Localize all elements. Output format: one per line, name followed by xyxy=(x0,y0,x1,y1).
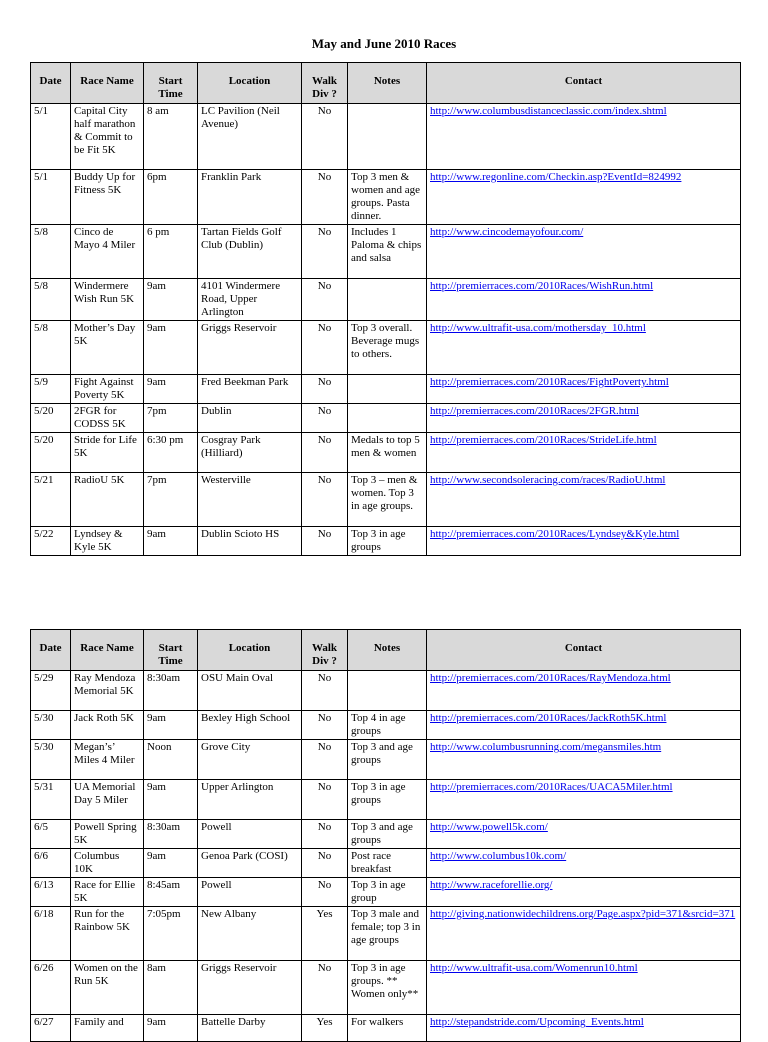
header-contact: Contact xyxy=(427,63,741,104)
start-time-cell: Noon xyxy=(144,740,198,780)
table-row xyxy=(31,961,741,1015)
location-cell: Westerville xyxy=(198,473,302,527)
location-cell: Franklin Park xyxy=(198,170,302,225)
date-cell: 6/27 xyxy=(31,1015,71,1042)
header-start-time: Start Time xyxy=(144,63,198,104)
location-cell: Powell xyxy=(198,878,302,907)
header-start-time: Start Time xyxy=(144,630,198,671)
notes-cell: Top 3 and age groups xyxy=(348,820,427,849)
date-cell: 6/5 xyxy=(31,820,71,849)
date-cell: 6/6 xyxy=(31,849,71,878)
header-location: Location xyxy=(198,630,302,671)
location-cell: Genoa Park (COSI) xyxy=(198,849,302,878)
contact-link[interactable]: http://premierraces.com/2010Races/UACA5Miler.html xyxy=(430,781,673,793)
contact-link[interactable]: http://www.ultrafit-usa.com/mothersday_10.html xyxy=(430,322,646,334)
location-cell: LC Pavilion (Neil Avenue) xyxy=(198,104,302,170)
start-time-cell: 9am xyxy=(144,780,198,820)
walk-div-cell: No xyxy=(302,740,348,780)
date-cell: 5/20 xyxy=(31,404,71,433)
contact-cell xyxy=(427,740,741,780)
contact-cell xyxy=(427,878,741,907)
contact-cell xyxy=(427,527,741,556)
walk-div-cell: No xyxy=(302,820,348,849)
table-row xyxy=(31,321,741,375)
start-time-cell: 8 am xyxy=(144,104,198,170)
walk-div-cell: No xyxy=(302,878,348,907)
table-row xyxy=(31,404,741,433)
contact-cell xyxy=(427,1015,741,1042)
contact-link[interactable]: http://www.secondsoleracing.com/races/RadioU.html xyxy=(430,474,666,486)
notes-cell: Top 3 men & women and age groups. Pasta dinner. xyxy=(348,170,427,225)
contact-cell xyxy=(427,279,741,321)
header-walk-div: Walk Div ? xyxy=(302,630,348,671)
contact-link[interactable]: http://www.powell5k.com/ xyxy=(430,821,548,833)
contact-link[interactable]: http://giving.nationwidechildrens.org/Page.aspx?pid=371&srcid=371 xyxy=(430,908,736,920)
walk-div-cell: No xyxy=(302,225,348,279)
races-table-may xyxy=(30,62,741,556)
header-location: Location xyxy=(198,63,302,104)
header-race-name: Race Name xyxy=(71,630,144,671)
header-date: Date xyxy=(31,630,71,671)
walk-div-cell: Yes xyxy=(302,1015,348,1042)
notes-cell: Top 3 in age group xyxy=(348,878,427,907)
location-cell: Powell xyxy=(198,820,302,849)
header-walk-div: Walk Div ? xyxy=(302,63,348,104)
table-row xyxy=(31,279,741,321)
race-name-cell: Family and xyxy=(71,1015,144,1042)
table-row xyxy=(31,1015,741,1042)
walk-div-cell: No xyxy=(302,404,348,433)
date-cell: 5/30 xyxy=(31,740,71,780)
contact-cell xyxy=(427,170,741,225)
walk-div-cell: No xyxy=(302,780,348,820)
notes-cell xyxy=(348,104,427,170)
race-name-cell: RadioU 5K xyxy=(71,473,144,527)
start-time-cell: 8:30am xyxy=(144,671,198,711)
date-cell: 5/31 xyxy=(31,780,71,820)
start-time-cell: 6:30 pm xyxy=(144,433,198,473)
walk-div-cell: No xyxy=(302,104,348,170)
race-name-cell: Run for the Rainbow 5K xyxy=(71,907,144,961)
notes-cell xyxy=(348,671,427,711)
race-name-cell: Jack Roth 5K xyxy=(71,711,144,740)
date-cell: 5/29 xyxy=(31,671,71,711)
contact-cell xyxy=(427,473,741,527)
start-time-cell: 9am xyxy=(144,1015,198,1042)
notes-cell: Top 3 in age groups. ** Women only** xyxy=(348,961,427,1015)
race-name-cell: Race for Ellie 5K xyxy=(71,878,144,907)
table-row xyxy=(31,170,741,225)
start-time-cell: 9am xyxy=(144,375,198,404)
walk-div-cell: No xyxy=(302,321,348,375)
start-time-cell: 8:30am xyxy=(144,820,198,849)
notes-cell: Top 4 in age groups xyxy=(348,711,427,740)
start-time-cell: 6 pm xyxy=(144,225,198,279)
notes-cell xyxy=(348,279,427,321)
notes-cell: Includes 1 Paloma & chips and salsa xyxy=(348,225,427,279)
table-row xyxy=(31,433,741,473)
contact-cell xyxy=(427,849,741,878)
table-row xyxy=(31,907,741,961)
walk-div-cell: No xyxy=(302,961,348,1015)
contact-link[interactable]: http://www.columbus10k.com/ xyxy=(430,850,567,862)
contact-link[interactable]: http://www.regonline.com/Checkin.asp?EventId=824992 xyxy=(430,171,682,183)
date-cell: 5/8 xyxy=(31,225,71,279)
race-name-cell: Megan’s’ Miles 4 Miler xyxy=(71,740,144,780)
contact-cell xyxy=(427,375,741,404)
race-name-cell: UA Memorial Day 5 Miler xyxy=(71,780,144,820)
table-row xyxy=(31,375,741,404)
date-cell: 5/1 xyxy=(31,104,71,170)
date-cell: 5/21 xyxy=(31,473,71,527)
notes-cell xyxy=(348,375,427,404)
walk-div-cell: No xyxy=(302,433,348,473)
race-name-cell: Windermere Wish Run 5K xyxy=(71,279,144,321)
start-time-cell: 9am xyxy=(144,711,198,740)
notes-cell xyxy=(348,404,427,433)
table-row xyxy=(31,104,741,170)
walk-div-cell: No xyxy=(302,711,348,740)
location-cell: Dublin Scioto HS xyxy=(198,527,302,556)
location-cell: Battelle Darby xyxy=(198,1015,302,1042)
date-cell: 6/18 xyxy=(31,907,71,961)
header-notes: Notes xyxy=(348,63,427,104)
start-time-cell: 6pm xyxy=(144,170,198,225)
contact-cell xyxy=(427,671,741,711)
date-cell: 5/9 xyxy=(31,375,71,404)
table-row xyxy=(31,780,741,820)
contact-link[interactable]: http://premierraces.com/2010Races/StrideLife.html xyxy=(430,434,657,446)
contact-cell xyxy=(427,225,741,279)
race-name-cell: Cinco de Mayo 4 Miler xyxy=(71,225,144,279)
contact-cell xyxy=(427,780,741,820)
location-cell: Griggs Reservoir xyxy=(198,961,302,1015)
page-title: May and June 2010 Races xyxy=(311,36,457,51)
header-contact: Contact xyxy=(427,630,741,671)
race-name-cell: Buddy Up for Fitness 5K xyxy=(71,170,144,225)
table-row xyxy=(31,473,741,527)
notes-cell: Post race breakfast xyxy=(348,849,427,878)
table-row xyxy=(31,711,741,740)
header-row xyxy=(31,630,741,671)
walk-div-cell: No xyxy=(302,170,348,225)
table-body xyxy=(31,104,741,556)
date-cell: 6/13 xyxy=(31,878,71,907)
notes-cell: For walkers xyxy=(348,1015,427,1042)
contact-cell xyxy=(427,404,741,433)
start-time-cell: 9am xyxy=(144,849,198,878)
location-cell: Cosgray Park (Hilliard) xyxy=(198,433,302,473)
start-time-cell: 7pm xyxy=(144,404,198,433)
contact-cell xyxy=(427,104,741,170)
contact-cell xyxy=(427,711,741,740)
contact-cell xyxy=(427,433,741,473)
contact-link[interactable]: http://www.columbusdistanceclassic.com/index.shtml xyxy=(430,105,667,117)
race-name-cell: Fight Against Poverty 5K xyxy=(71,375,144,404)
header-row xyxy=(31,63,741,104)
contact-cell xyxy=(427,907,741,961)
contact-link[interactable]: http://premierraces.com/2010Races/Lyndsey&Kyle.html xyxy=(430,528,680,540)
notes-cell: Top 3 in age groups xyxy=(348,780,427,820)
contact-link[interactable]: http://premierraces.com/2010Races/JackRoth5K.html xyxy=(430,712,667,724)
notes-cell: Top 3 – men & women. Top 3 in age groups. xyxy=(348,473,427,527)
contact-link[interactable]: http://www.cincodemayofour.com/ xyxy=(430,226,584,238)
location-cell: Dublin xyxy=(198,404,302,433)
race-name-cell: Lyndsey & Kyle 5K xyxy=(71,527,144,556)
header-race-name: Race Name xyxy=(71,63,144,104)
walk-div-cell: No xyxy=(302,671,348,711)
contact-link[interactable]: http://premierraces.com/2010Races/WishRun.html xyxy=(430,280,654,292)
notes-cell: Top 3 male and female; top 3 in age groups xyxy=(348,907,427,961)
start-time-cell: 9am xyxy=(144,527,198,556)
start-time-cell: 7:05pm xyxy=(144,907,198,961)
header-date: Date xyxy=(31,63,71,104)
walk-div-cell: No xyxy=(302,849,348,878)
walk-div-cell: No xyxy=(302,527,348,556)
location-cell: Bexley High School xyxy=(198,711,302,740)
table-row xyxy=(31,527,741,556)
date-cell: 6/26 xyxy=(31,961,71,1015)
table-row xyxy=(31,740,741,780)
walk-div-cell: No xyxy=(302,375,348,404)
date-cell: 5/8 xyxy=(31,321,71,375)
race-name-cell: Columbus 10K xyxy=(71,849,144,878)
location-cell: Grove City xyxy=(198,740,302,780)
notes-cell: Top 3 in age groups xyxy=(348,527,427,556)
location-cell: Upper Arlington xyxy=(198,780,302,820)
table-row xyxy=(31,849,741,878)
location-cell: OSU Main Oval xyxy=(198,671,302,711)
race-name-cell: 2FGR for CODSS 5K xyxy=(71,404,144,433)
contact-link[interactable]: http://www.columbusrunning.com/megansmiles.htm xyxy=(430,741,662,753)
race-name-cell: Stride for Life 5K xyxy=(71,433,144,473)
notes-cell: Top 3 overall. Beverage mugs to others. xyxy=(348,321,427,375)
date-cell: 5/20 xyxy=(31,433,71,473)
race-name-cell: Powell Spring 5K xyxy=(71,820,144,849)
date-cell: 5/22 xyxy=(31,527,71,556)
contact-link[interactable]: http://premierraces.com/2010Races/2FGR.html xyxy=(430,405,639,417)
date-cell: 5/8 xyxy=(31,279,71,321)
start-time-cell: 8am xyxy=(144,961,198,1015)
location-cell: Griggs Reservoir xyxy=(198,321,302,375)
start-time-cell: 9am xyxy=(144,321,198,375)
location-cell: Tartan Fields Golf Club (Dublin) xyxy=(198,225,302,279)
notes-cell: Top 3 and age groups xyxy=(348,740,427,780)
contact-link[interactable]: http://premierraces.com/2010Races/RayMendoza.html xyxy=(430,672,671,684)
contact-link[interactable]: http://premierraces.com/2010Races/FightPoverty.html xyxy=(430,376,669,388)
walk-div-cell: No xyxy=(302,279,348,321)
contact-link[interactable]: http://stepandstride.com/Upcoming_Events.html xyxy=(430,1016,644,1028)
contact-cell xyxy=(427,820,741,849)
contact-link[interactable]: http://www.raceforellie.org/ xyxy=(430,879,553,891)
start-time-cell: 8:45am xyxy=(144,878,198,907)
race-name-cell: Ray Mendoza Memorial 5K xyxy=(71,671,144,711)
contact-link[interactable]: http://www.ultrafit-usa.com/Womenrun10.html xyxy=(430,962,638,974)
table-row xyxy=(31,225,741,279)
walk-div-cell: Yes xyxy=(302,907,348,961)
table-row xyxy=(31,820,741,849)
header-notes: Notes xyxy=(348,630,427,671)
date-cell: 5/30 xyxy=(31,711,71,740)
location-cell: Fred Beekman Park xyxy=(198,375,302,404)
race-name-cell: Women on the Run 5K xyxy=(71,961,144,1015)
contact-cell xyxy=(427,321,741,375)
date-cell: 5/1 xyxy=(31,170,71,225)
location-cell: 4101 Windermere Road, Upper Arlington xyxy=(198,279,302,321)
location-cell: New Albany xyxy=(198,907,302,961)
walk-div-cell: No xyxy=(302,473,348,527)
table-row xyxy=(31,878,741,907)
race-name-cell: Capital City half marathon & Commit to be Fit 5K xyxy=(71,104,144,170)
start-time-cell: 7pm xyxy=(144,473,198,527)
table-row xyxy=(31,671,741,711)
start-time-cell: 9am xyxy=(144,279,198,321)
races-table-june xyxy=(30,629,741,1042)
notes-cell: Medals to top 5 men & women xyxy=(348,433,427,473)
contact-cell xyxy=(427,961,741,1015)
race-name-cell: Mother’s Day 5K xyxy=(71,321,144,375)
table-body xyxy=(31,671,741,1042)
